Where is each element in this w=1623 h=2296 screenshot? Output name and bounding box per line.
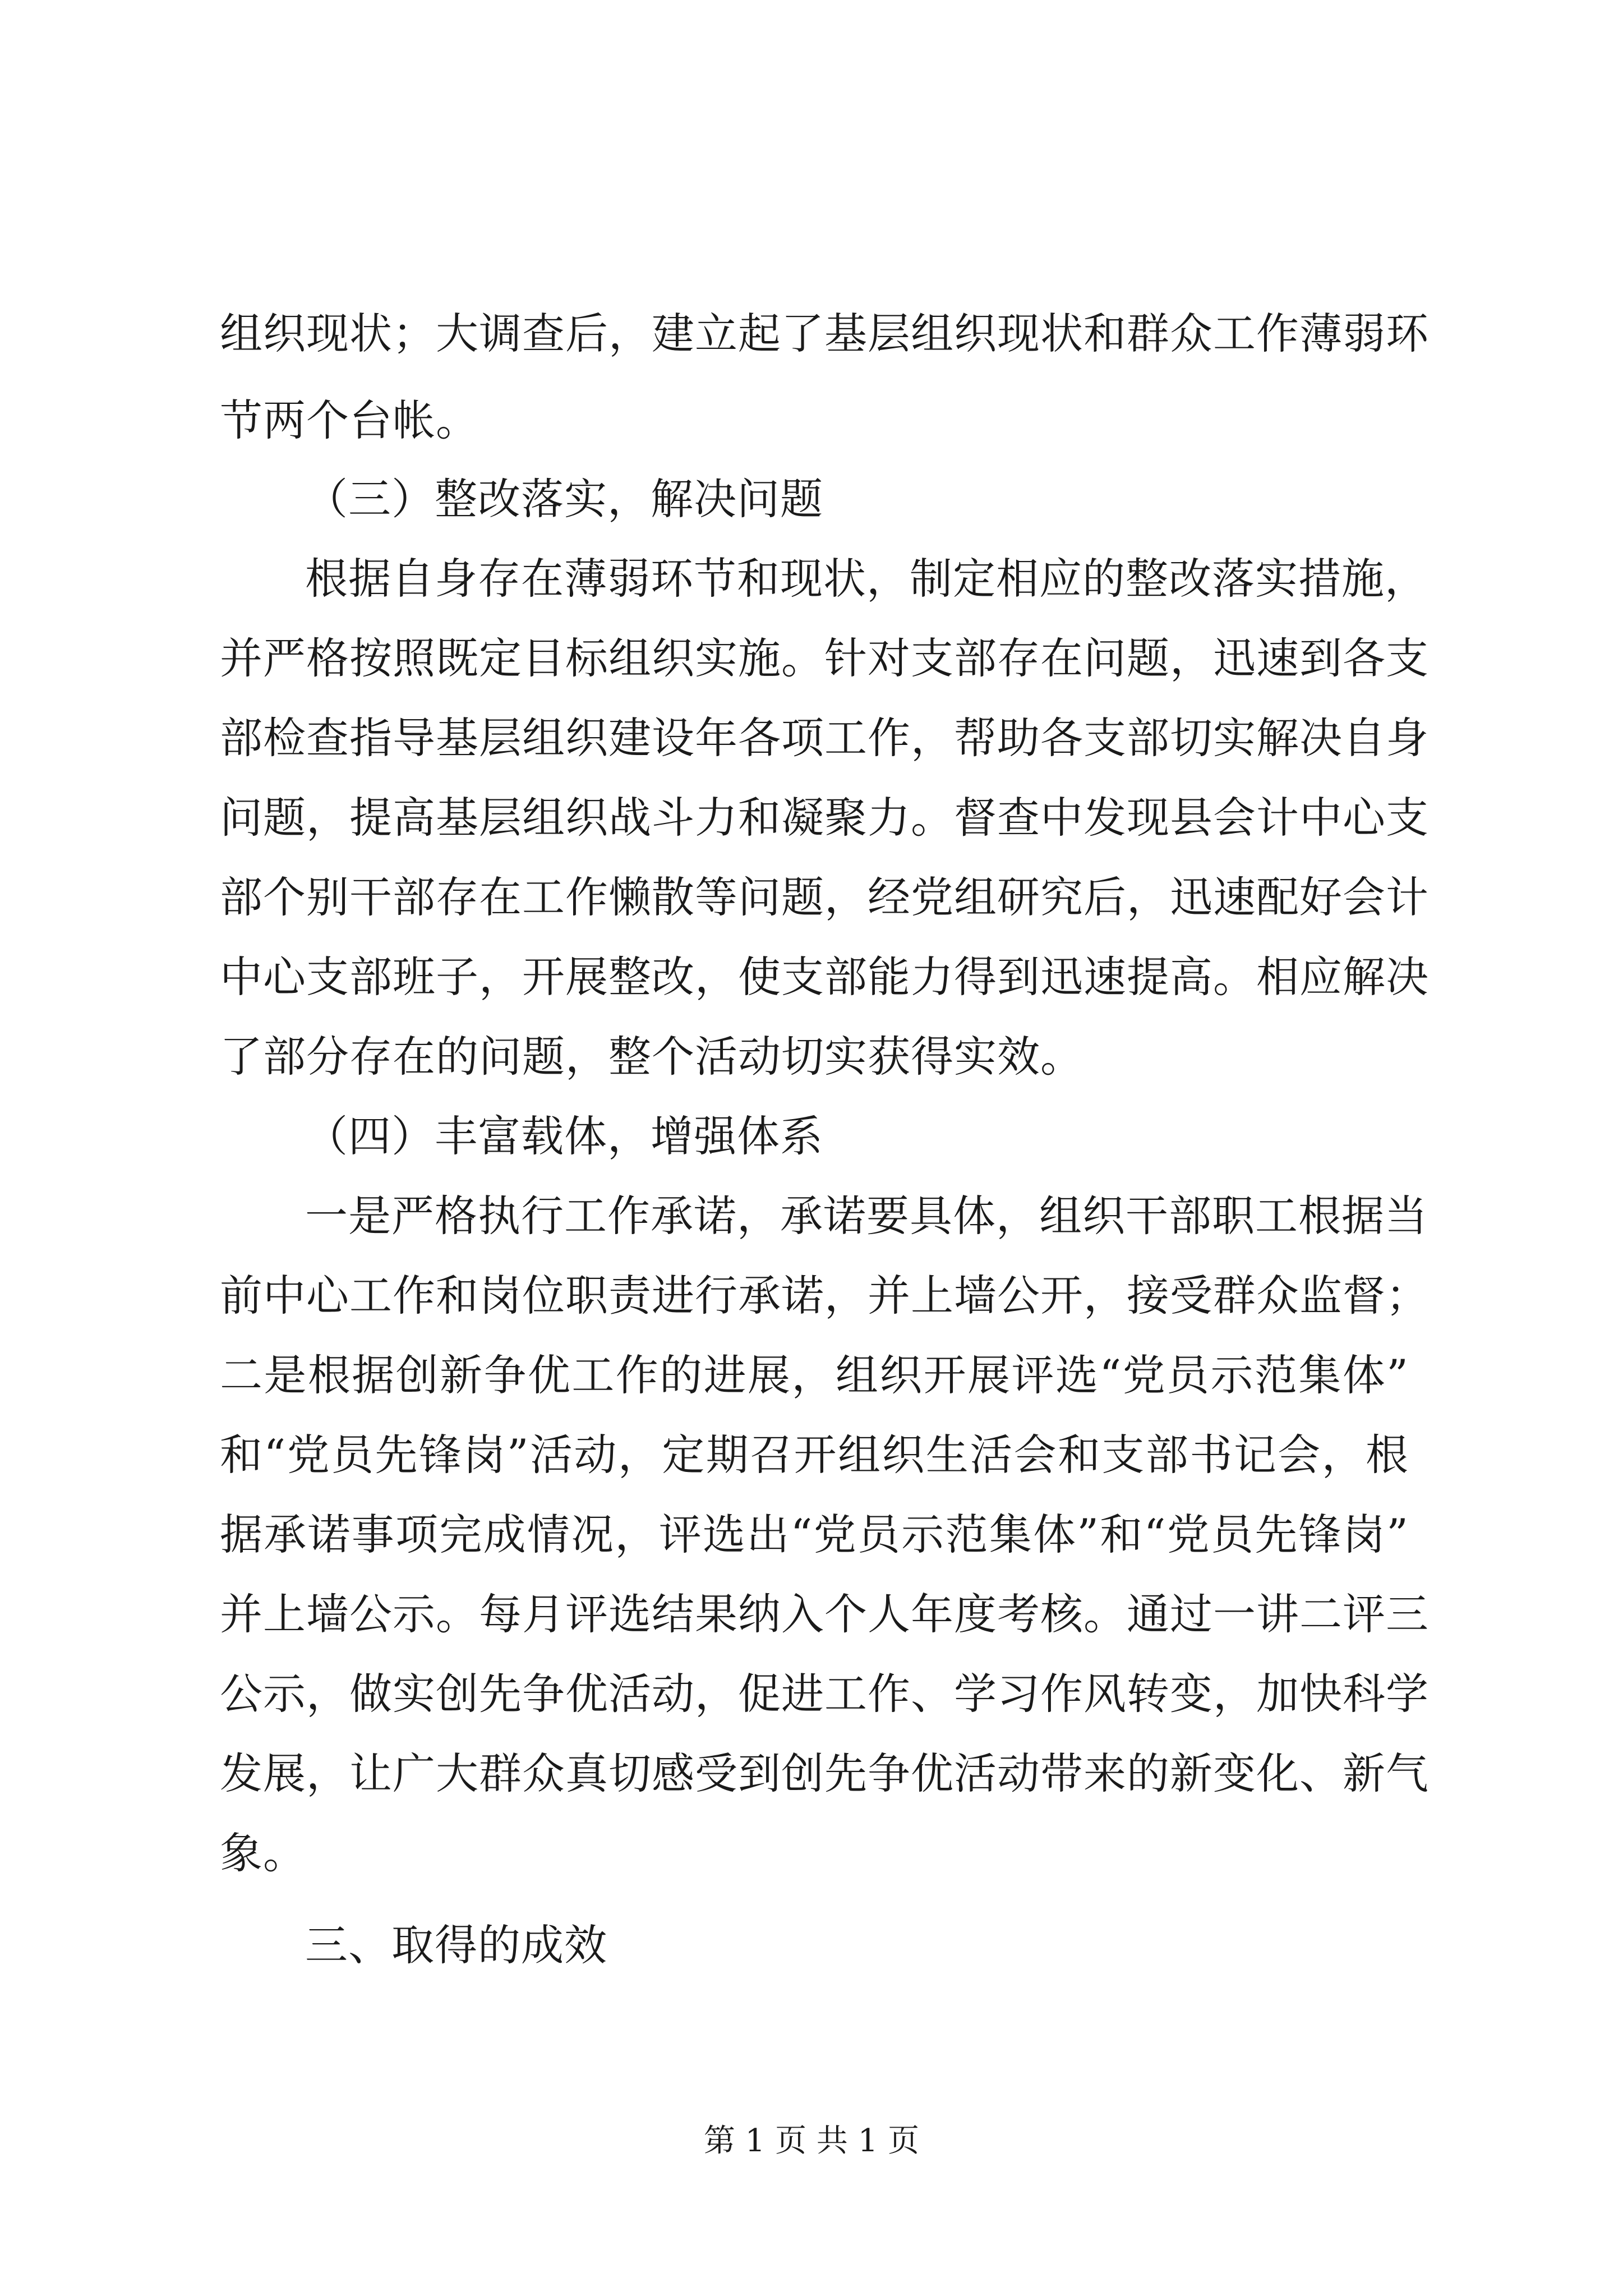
body-line-14: 二是根据创新争优工作的进展，组织开展评选“党员示范集体” [220,1350,1409,1400]
body-line-9: 中心支部班子，开展整改，使支部能力得到迅速提高。相应解决 [220,952,1429,1002]
section-heading-3: （三）整改落实，解决问题 [305,474,823,524]
body-line-5: 并严格按照既定目标组织实施。针对支部存在问题，迅速到各支 [220,633,1429,683]
body-line-20: 象。 [220,1828,306,1878]
body-line-7: 问题，提高基层组织战斗力和凝聚力。督查中发现县会计中心支 [220,793,1429,843]
section-heading-4: （四）丰富载体，增强体系 [305,1111,823,1161]
body-line-4: 根据自身存在薄弱环节和现状，制定相应的整改落实措施， [305,554,1428,604]
body-line-12: 一是严格执行工作承诺，承诺要具体，组织干部职工根据当 [305,1191,1428,1241]
body-line-15: 和“党员先锋岗”活动，定期召开组织生活会和支部书记会，根 [220,1430,1409,1480]
body-line-13: 前中心工作和岗位职责进行承诺，并上墙公开，接受群众监督； [220,1271,1429,1320]
section-heading-three: 三、取得的成效 [305,1920,607,1970]
body-line-19: 发展，让广大群众真切感受到创先争优活动带来的新变化、新气 [220,1749,1429,1798]
body-line-10: 了部分存在的问题，整个活动切实获得实效。 [220,1032,1083,1082]
body-line-1: 组织现状；大调查后，建立起了基层组织现状和群众工作薄弱环 [220,309,1429,358]
body-line-17: 并上墙公示。每月评选结果纳入个人年度考核。通过一讲二评三 [220,1589,1429,1639]
body-line-8: 部个别干部存在工作懒散等问题，经党组研究后，迅速配好会计 [220,872,1429,922]
page-footer: 第 1 页 共 1 页 [703,2123,920,2159]
body-line-16: 据承诺事项完成情况，评选出“党员示范集体”和“党员先锋岗” [220,1510,1409,1559]
body-line-18: 公示，做实创先争优活动，促进工作、学习作风转变，加快科学 [220,1669,1429,1719]
body-line-6: 部检查指导基层组织建设年各项工作，帮助各支部切实解决自身 [220,713,1429,763]
body-line-2: 节两个台帐。 [220,395,479,445]
